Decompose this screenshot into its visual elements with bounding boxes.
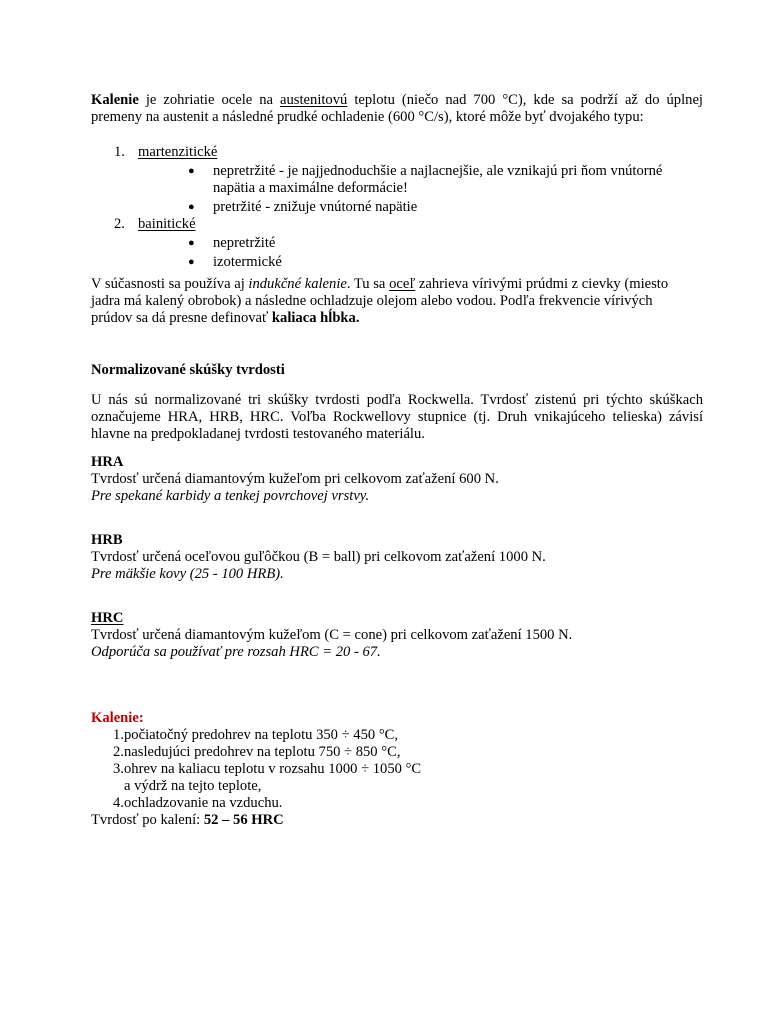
hrb-title: HRB <box>91 532 123 548</box>
intro-paragraph <box>91 92 703 126</box>
induction-paragraph <box>91 276 691 327</box>
step-number: 4. <box>113 795 124 811</box>
hra-line: Tvrdosť určená diamantovým kužeľom pri celkovom zaťažení 600 N. <box>91 471 499 487</box>
bullet-icon: ● <box>188 237 195 249</box>
hra-note: Pre spekané karbidy a tenkej povrchovej vrstvy. <box>91 488 370 504</box>
procedure-section <box>91 710 703 829</box>
term-austenitova: austenitovú <box>280 92 348 108</box>
hrb-line: Tvrdosť určená oceľovou guľôčkou (B = ball) pri celkovom zaťažení 1000 N. <box>91 549 546 565</box>
procedure-step <box>91 761 703 795</box>
list-item-martenzitic <box>91 144 703 216</box>
bullet-icon: ● <box>188 165 195 177</box>
type-label: bainitické <box>138 216 196 232</box>
hra-section <box>91 454 703 505</box>
type-label: martenzitické <box>138 144 218 160</box>
sub-item-text: nepretržité <box>213 235 276 251</box>
list-number: 2. <box>114 216 125 232</box>
tests-intro: U nás sú normalizované tri skúšky tvrdosti podľa Rockwella. Tvrdosť zistenú pri týchto skúškach označujeme HRA, HRB, HRC. Voľba Rockwellovy stupnice (tj. Druh vnikajúceho telieska) závisí hlavne na predpokladanej tvrdosti testovaného materiálu. <box>91 392 703 442</box>
procedure-step <box>91 795 703 812</box>
hardness-result <box>91 812 703 829</box>
sub-item-text: pretržité - znižuje vnútorné napätie <box>213 199 418 215</box>
hrb-section <box>91 532 703 583</box>
sub-item <box>138 163 703 197</box>
hrc-note: Odporúča sa používať pre rozsah HRC = 20 - 67. <box>91 644 381 660</box>
induction-bold: kaliaca hĺbka. <box>271 310 360 326</box>
procedure-step <box>91 727 703 744</box>
result-value: 52 – 56 HRC <box>203 812 284 828</box>
induction-italic: indukčné kalenie <box>248 276 347 292</box>
induction-text-1: V súčasnosti sa používa aj <box>91 276 249 292</box>
step-number: 3. <box>113 761 124 777</box>
procedure-step <box>91 744 703 761</box>
result-label: Tvrdosť po kalení: <box>91 812 204 828</box>
intro-text-1: je zohriatie ocele na <box>138 92 281 108</box>
hrc-title-text: HRC <box>91 610 124 626</box>
sub-item-text: nepretržité - je najjednoduchšie a najlacnejšie, ale vznikajú pri ňom vnútorné napätia a maximálne deformácie! <box>213 163 663 196</box>
hra-title: HRA <box>91 454 124 470</box>
sub-item <box>138 199 703 216</box>
quench-types-list <box>91 144 703 271</box>
hrc-title <box>91 610 703 627</box>
step-text: počiatočný predohrev na teplotu 350 ÷ 450 °C, <box>124 727 399 743</box>
step-text: nasledujúci predohrev na teplotu 750 ÷ 850 °C, <box>124 744 401 760</box>
bullet-icon: ● <box>188 201 195 213</box>
step-text: ohrev na kaliacu teplotu v rozsahu 1000 ÷ 1050 °C <box>124 761 422 777</box>
procedure-heading: Kalenie: <box>91 710 144 726</box>
step-number: 2. <box>113 744 124 760</box>
hrb-note: Pre mäkšie kovy (25 - 100 HRB). <box>91 566 284 582</box>
induction-text-3: zahrieva vírivými prúdmi z cievky (miesto jadra má kalený obrobok) a následne ochladzuje olejom alebo vodou. Podľa frekvencie vírivých prúdov sa dá presne definovať <box>91 276 669 326</box>
sub-item <box>138 254 703 271</box>
list-number: 1. <box>114 144 125 160</box>
term-ocel: oceľ <box>389 276 416 292</box>
tests-heading: Normalizované skúšky tvrdosti <box>91 362 285 378</box>
induction-text-2: . Tu sa <box>346 276 390 292</box>
list-item-bainitic <box>91 216 703 271</box>
step-text: ochladzovanie na vzduchu. <box>124 795 283 811</box>
bullet-icon: ● <box>188 256 195 268</box>
hrc-section <box>91 610 703 661</box>
sub-item-text: izotermické <box>213 254 282 270</box>
term-kalenie: Kalenie <box>91 92 139 108</box>
step-number: 1. <box>113 727 124 743</box>
step-continuation: a výdrž na tejto teplote, <box>124 778 262 794</box>
intro-text-2: teplotu (niečo nad 700 °C), kde sa podrží až do úplnej premeny na austenit a následné prudké ochladenie (600 °C/s), ktoré môže byť dvojakého typu: <box>91 92 703 125</box>
sub-item <box>138 235 703 252</box>
hrc-line: Tvrdosť určená diamantovým kužeľom (C = cone) pri celkovom zaťažení 1500 N. <box>91 627 573 643</box>
